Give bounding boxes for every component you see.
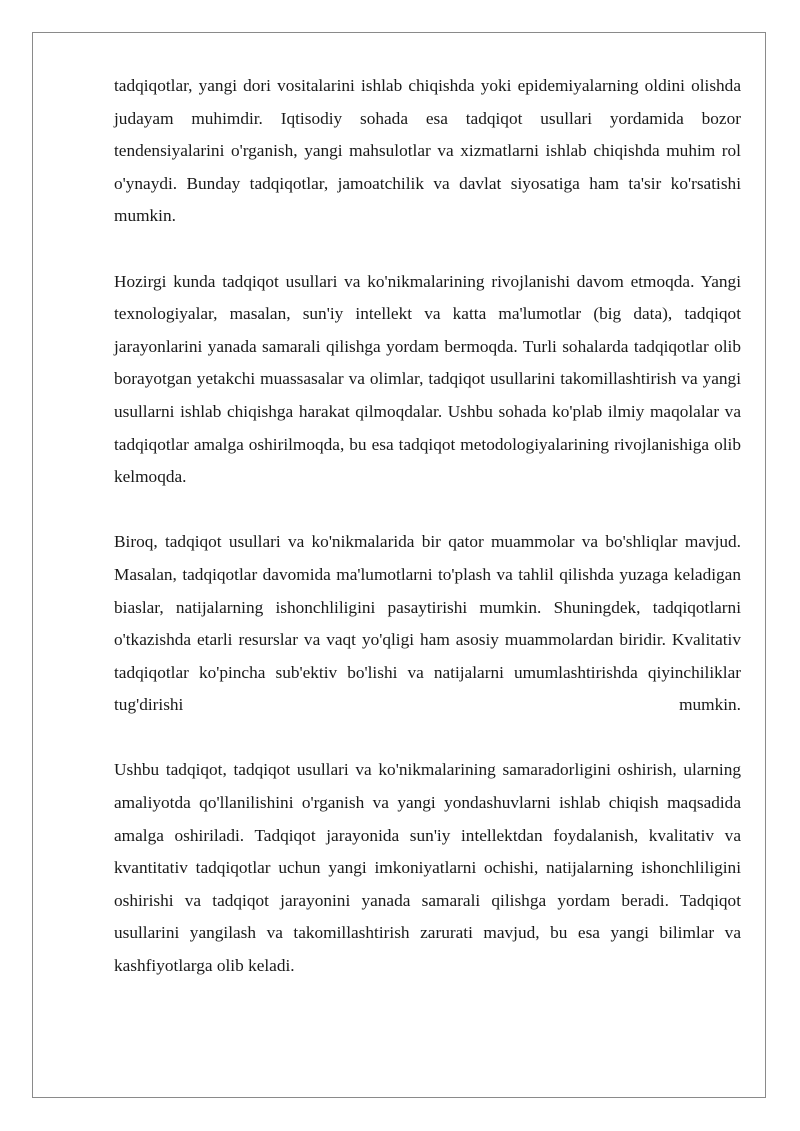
paragraph-1: tadqiqotlar, yangi dori vositalarini ishlab chiqishda yoki epidemiyalarning oldini olishda judayam muhimdir. Iqtisodiy sohada esa tadqiqot usullari yordamida bozor tendensiyalarini o'rganish, yangi mahsulotlar va xizmatlarni ishlab chiqishda muhim rol o'ynaydi. Bunday tadqiqotlar, jamoatchilik va davlat siyosatiga ham ta'sir ko'rsatishi mumkin. (114, 76, 741, 226)
paragraph-2: Hozirgi kunda tadqiqot usullari va ko'nikmalarining rivojlanishi davom etmoqda. Yangi texnologiyalar, masalan, sun'iy intellekt va katta ma'lumotlar (big data), tadqiqot jarayonlarini yanada samarali qilishga yordam bermoqda. Turli sohalarda tadqiqotlar olib borayotgan yetakchi muassasalar va olimlar, tadqiqot usullarini takomillashtirish va yangi usullarni ishlab chiqishga harakat qilmoqdalar. Ushbu sohada ko'plab ilmiy maqolalar va tadqiqotlar amalga oshirilmoqda, bu esa tadqiqot metodologiyalarining rivojlanishiga olib kelmoqda. (114, 271, 741, 487)
document-body (114, 70, 741, 1015)
paragraph-4: Ushbu tadqiqot, tadqiqot usullari va ko'nikmalarining samaradorligini oshirish, ularning amaliyotda qo'llanilishini o'rganish va yangi yondashuvlarni ishlab chiqish maqsadida amalga oshiriladi. Tadqiqot jarayonida sun'iy intellektdan foydalanish, kvalitativ va kvantitativ tadqiqotlar uchun yangi imkoniyatlarni ochishi, natijalarning ishonchliligini oshirishi va tadqiqot jarayonini yanada samarali qilishga yordam beradi. Tadqiqot usullarini yangilash va takomillashtirish zarurati mavjud, bu esa yangi bilimlar va kashfiyotlarga olib keladi. (114, 760, 741, 976)
paragraph-3: Biroq, tadqiqot usullari va ko'nikmalarida bir qator muammolar va bo'shliqlar mavjud. Masalan, tadqiqotlar davomida ma'lumotlarni to'plash va tahlil qilishda yuzaga keladigan biaslar, natijalarning ishonchliligini pasaytirishi mumkin. Shuningdek, tadqiqotlarni o'tkazishda etarli resurslar va vaqt yo'qligi ham asosiy muammolardan biridir. Kvalitativ tadqiqotlar ko'pincha sub'ektiv bo'lishi va natijalarni umumlashtirishda qiyinchiliklar tug'dirishi mumkin. (114, 532, 741, 715)
